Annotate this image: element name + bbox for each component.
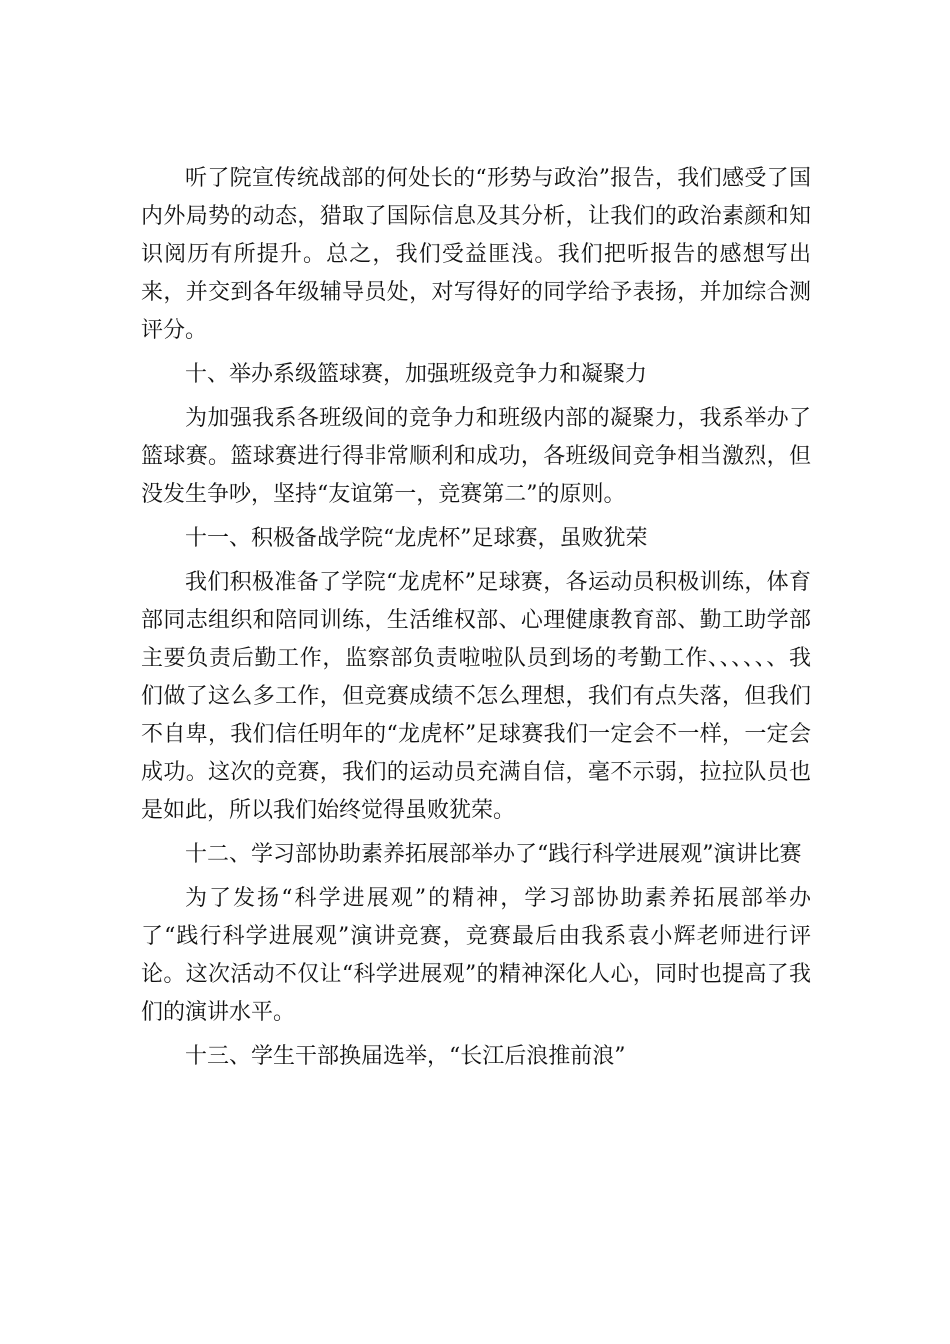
section-heading-11: 十一、积极备战学院“龙虎杯”足球赛，虽败犹荣 bbox=[185, 526, 648, 551]
paragraph-basketball: 为加强我系各班级间的竞争力和班级内部的凝聚力，我系举办了篮球赛。篮球赛进行得非常顺利和成功，各班级间竞争相当激烈，但没发生争吵，坚持“友谊第一，竞赛第二”的原则。 bbox=[141, 406, 811, 507]
section-heading-10: 十、举办系级篮球赛，加强班级竞争力和凝聚力 bbox=[185, 362, 648, 387]
document-body bbox=[141, 160, 811, 1082]
paragraph-speech-contest: 为了发扬“科学进展观”的精神，学习部协助素养拓展部举办了“践行科学进展观”演讲竞赛，竞赛最后由我系袁小辉老师进行评论。这次活动不仅让“科学进展观”的精神深化人心，同时也提高了我们的演讲水平。 bbox=[141, 886, 811, 1025]
paragraph-report-reflection: 听了院宣传统战部的何处长的“形势与政治”报告，我们感受了国内外局势的动态，猎取了国际信息及其分析，让我们的政治素颜和知识阅历有所提升。总之，我们受益匪浅。我们把听报告的感想写出来，并交到各年级辅导员处，对写得好的同学给予表扬，并加综合测评分。 bbox=[141, 166, 811, 343]
section-heading-13: 十三、学生干部换届选举，“长江后浪推前浪” bbox=[185, 1044, 626, 1069]
paragraph-football: 我们积极准备了学院“龙虎杯”足球赛，各运动员积极训练，体育部同志组织和陪同训练，生活维权部、心理健康教育部、勤工助学部主要负责后勤工作，监察部负责啦啦队员到场的考勤工作、、、、、、我们做了这么多工作，但竞赛成绩不怎么理想，我们有点失落，但我们不自卑，我们信任明年的“龙虎杯”足球赛我们一定会不一样，一定会成功。这次的竞赛，我们的运动员充满自信，毫不示弱，拉拉队员也是如此，所以我们始终觉得虽败犹荣。 bbox=[141, 570, 811, 823]
section-heading-12: 十二、学习部协助素养拓展部举办了“践行科学进展观”演讲比赛 bbox=[185, 842, 802, 867]
